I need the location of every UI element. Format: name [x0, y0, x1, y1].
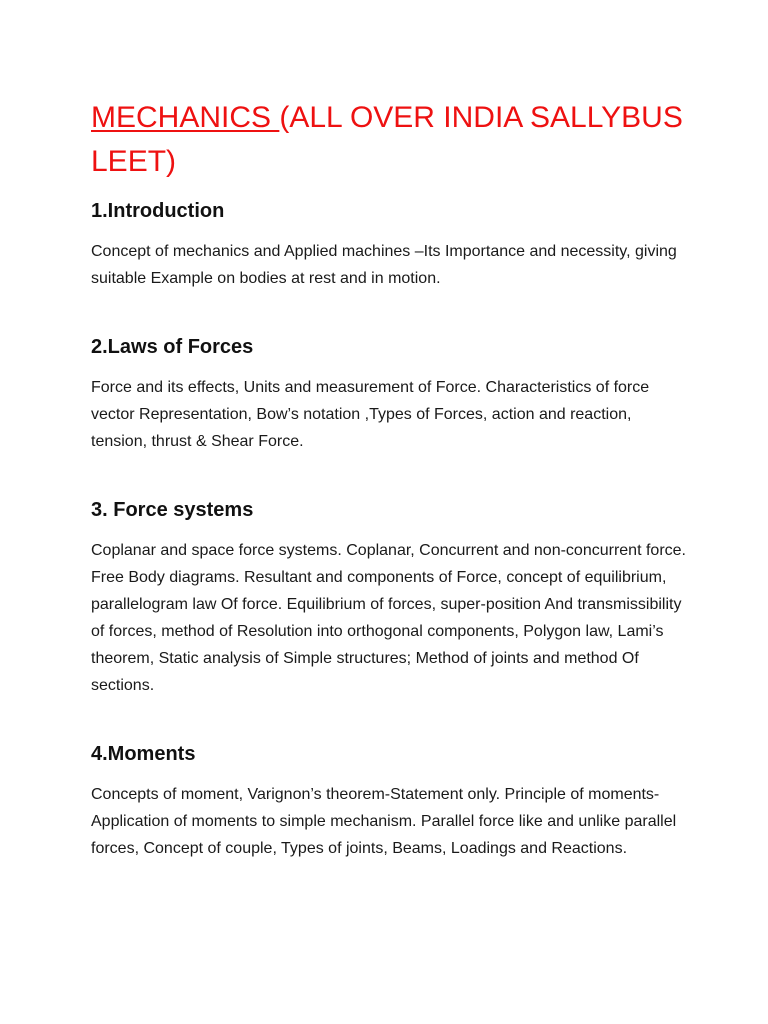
section-heading-introduction: 1.Introduction — [91, 200, 225, 222]
document-title — [91, 96, 691, 184]
section-heading-force-systems: 3. Force systems — [91, 499, 254, 521]
section-body-introduction: Concept of mechanics and Applied machines –Its Importance and necessity, giving suitable Example on bodies at rest and in motion. — [91, 243, 677, 287]
document-title-main: MECHANICS — [91, 101, 280, 134]
section-body-laws-of-forces: Force and its effects, Units and measurement of Force. Characteristics of force vector Representation, Bow’s notation ,Types of Forces, action and reaction, tension, thrust & Shear Force. — [91, 379, 650, 450]
section-heading-moments: 4.Moments — [91, 743, 196, 765]
document-title-subtitle: (ALL OVER INDIA SALLYBUS LEET) — [91, 101, 683, 178]
document-content — [91, 96, 691, 862]
section-heading-laws-of-forces: 2.Laws of Forces — [91, 336, 254, 358]
section-body-force-systems: Coplanar and space force systems. Coplanar, Concurrent and non-concurrent force. Free Body diagrams. Resultant and components of Force, concept of equilibrium, parallelogram law Of force. Equilibrium of forces, super-position And transmissibility of forces, method of Resolution into orthogonal components, Polygon law, Lami’s theorem, Static analysis of Simple structures; Method of joints and method Of sections. — [91, 542, 686, 694]
section-body-moments: Concepts of moment, Varignon’s theorem-Statement only. Principle of moments-Application of moments to simple mechanism. Parallel force like and unlike parallel forces, Concept of couple, Types of joints, Beams, Loadings and Reactions. — [91, 786, 677, 857]
